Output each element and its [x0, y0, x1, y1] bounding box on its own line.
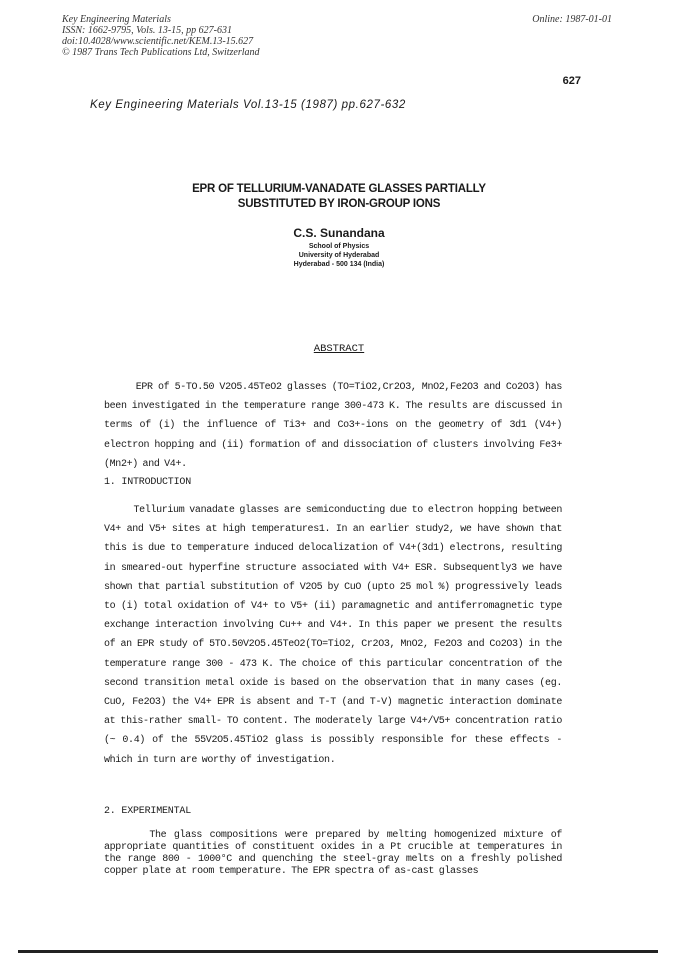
online-date: Online: 1987-01-01	[532, 14, 612, 25]
journal-citation: Key Engineering Materials Vol.13-15 (1987) pp.627-632	[90, 99, 406, 111]
introduction-text: Tellurium vanadate glasses are semiconducting due to electron hopping between V4+ and V5+ sites at high temperatures1. In an earlier study2, we have shown that this is due to temperature induced delocalization of V4+(3d1) electrons, resulting in smeared-out hyperfine structure associated with V4+ ESR. Subsequently3 we have shown that partial substitution of V2O5 by CuO (upto 25 mol %) progressively leads to (i) total oxidation of V4+ to V5+ (ii) paramagnetic and antiferromagnetic type exchange interaction involving Cu++ and V4+. In this paper we present the results of an EPR study of 5TO.50V2O5.45TeO2(TO=TiO2, Cr2O3, MnO2, Fe2O3 and Co2O3) in the temperature range 300 - 473 K. The choice of this particular concentration of the second transition metal oxide is based on the observation that in many cases (eg. CuO, Fe2O3) the V4+ EPR is absent and T-T (and T-V) magnetic interaction dominate at this-rather small- TO content. The moderately large V4+/V5+ concentration ratio (~ 0.4) of the 55V2O5.45TiO2 glass is possibly responsible for these effects - which in turn are worthy of investigation.	[104, 505, 567, 766]
footer-rule	[18, 950, 658, 953]
author-block	[0, 226, 678, 269]
header-line-doi[interactable]: doi:10.4028/www.scientific.net/KEM.13-15.627	[62, 36, 254, 47]
abstract-heading: ABSTRACT	[313, 343, 365, 355]
title-line-1: EPR OF TELLURIUM-VANADATE GLASSES PARTIALLY	[192, 183, 486, 195]
section-heading-introduction: 1. INTRODUCTION	[104, 477, 192, 488]
title-line-2: SUBSTITUTED BY IRON-GROUP IONS	[237, 198, 441, 210]
section-heading-experimental: 2. EXPERIMENTAL	[104, 806, 192, 817]
paper-title	[0, 182, 678, 212]
header-line-copyright: © 1987 Trans Tech Publications Ltd, Switzerland	[62, 47, 260, 58]
header-line-issn: ISSN: 1662-9795, Vols. 13-15, pp 627-631	[62, 25, 232, 36]
abstract-text: EPR of 5-TO.50 V2O5.45TeO2 glasses (TO=TiO2,Cr2O3, MnO2,Fe2O3 and Co2O3) has been investigated in the temperature range 300-473 K. The results are discussed in terms of (i) the influence of Ti3+ and Co3+-ions on the geometry of 3d1 (V4+) electron hopping and (ii) formation of and dissociation of clusters involving Fe3+ (Mn2+) and V4+.	[104, 382, 567, 470]
affiliation-city: Hyderabad - 500 134 (India)	[293, 261, 385, 268]
publication-header	[62, 14, 260, 58]
author-name: C.S. Sunandana	[293, 226, 385, 240]
affiliation-school: School of Physics	[308, 243, 370, 250]
experimental-text: The glass compositions were prepared by melting homogenized mixture of appropriate quantities of constituent oxides in a Pt crucible at temperatures in the range 800 - 1000°C and quenching the steel-gray melts on a freshly polished copper plate at room temperature. The EPR spectra of as-cast glasses	[104, 830, 567, 877]
header-line-journal: Key Engineering Materials	[62, 14, 171, 25]
affiliation-university: University of Hyderabad	[298, 252, 380, 259]
page-number: 627	[562, 75, 581, 87]
